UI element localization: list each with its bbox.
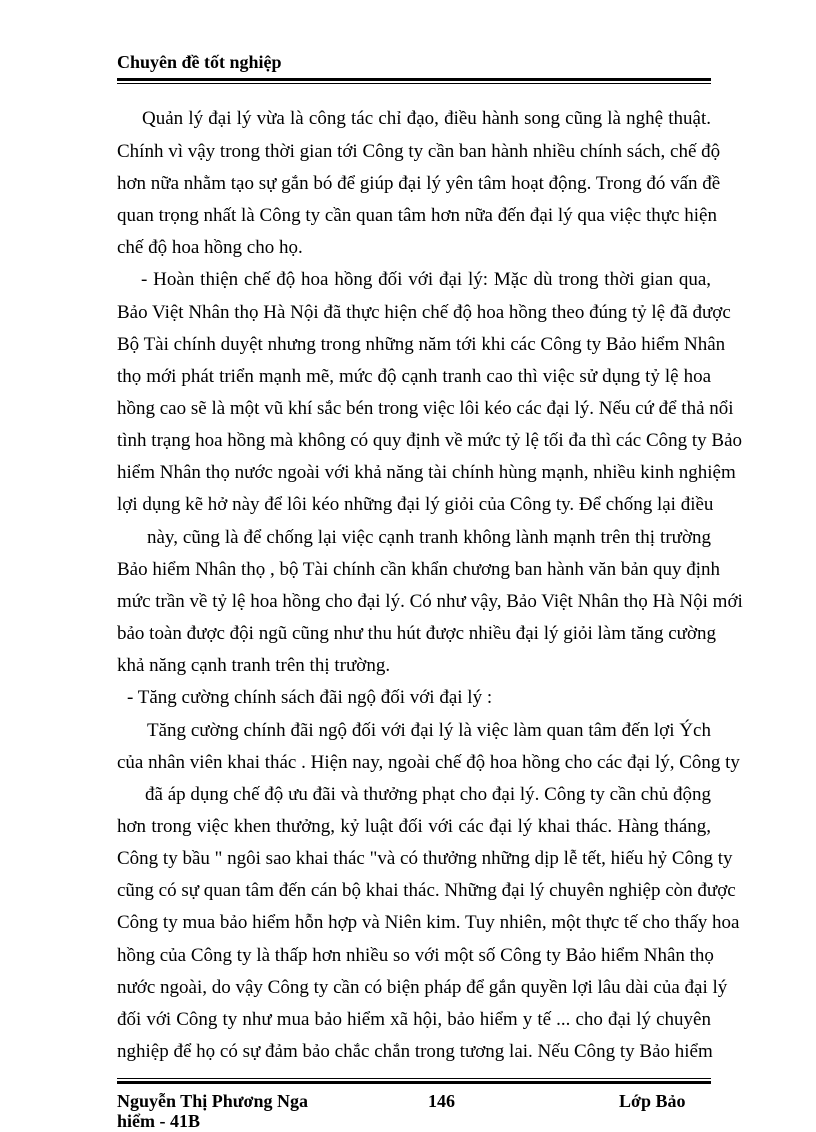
text-line: đối với Công ty như mua bảo hiểm xã hội, bảo hiểm y tế ... cho đại lý chuyên: [117, 1009, 711, 1030]
text-line: hơn nữa nhằm tạo sự gắn bó để giúp đại lý yên tâm hoạt động. Trong đó vấn đề: [117, 173, 721, 194]
text-line: nước ngoài, do vậy Công ty cần có biện pháp để gắn quyền lợi lâu dài của đại lý: [117, 977, 728, 998]
footer-class-label: Lớp Bảo: [619, 1091, 686, 1111]
text-line: hồng của Công ty là thấp hơn nhiều so với một số Công ty Bảo hiểm Nhân thọ: [117, 945, 714, 966]
text-line: Quản lý đại lý vừa là công tác chỉ đạo, điều hành song cũng là nghệ thuật.: [142, 108, 711, 129]
text-line: Bảo Việt Nhân thọ Hà Nội đã thực hiện chế độ hoa hồng theo đúng tỷ lệ đã được: [117, 302, 731, 323]
text-line: Công ty bầu " ngôi sao khai thác "và có thưởng những dịp lễ tết, hiếu hỷ Công ty: [117, 848, 733, 869]
text-line: Bộ Tài chính duyệt nhưng trong những năm tới khi các Công ty Bảo hiểm Nhân: [117, 334, 726, 355]
header-rule-thin: [117, 83, 711, 84]
text-line: của nhân viên khai thác . Hiện nay, ngoài chế độ hoa hồng cho các đại lý, Công ty: [117, 752, 740, 773]
text-line: Công ty mua bảo hiểm hỗn hợp và Niên kim. Tuy nhiên, một thực tế cho thấy hoa: [117, 912, 740, 933]
text-line: lợi dụng kẽ hở này để lôi kéo những đại lý giỏi của Công ty. Để chống lại điều: [117, 494, 714, 515]
text-line: tình trạng hoa hồng mà không có quy định về mức tỷ lệ tối đa thì các Công ty Bảo: [117, 430, 743, 451]
text-line: hơn trong việc khen thưởng, kỷ luật đối với các đại lý khai thác. Hàng tháng,: [117, 816, 711, 837]
text-line: - Hoàn thiện chế độ hoa hồng đối với đại lý: Mặc dù trong thời gian qua,: [141, 269, 711, 290]
text-line: đã áp dụng chế độ ưu đãi và thưởng phạt cho đại lý. Công ty cần chủ động: [145, 784, 711, 805]
text-line: hồng cao sẽ là một vũ khí sắc bén trong việc lôi kéo các đại lý. Nếu cứ để thả nổi: [117, 398, 734, 419]
text-line: mức trần về tỷ lệ hoa hồng cho đại lý. Có như vậy, Bảo Việt Nhân thọ Hà Nội mới: [117, 591, 743, 612]
text-line: này, cũng là để chống lại việc cạnh tranh không lành mạnh trên thị trường: [147, 527, 711, 548]
page-header-title: Chuyên đề tốt nghiệp: [117, 52, 282, 72]
footer-rule-thin: [117, 1078, 711, 1079]
text-line: quan trọng nhất là Công ty cần quan tâm hơn nữa đến đại lý qua việc thực hiện: [117, 205, 717, 226]
footer-page-number: 146: [428, 1091, 455, 1111]
text-line: nghiệp để họ có sự đảm bảo chắc chắn trong tương lai. Nếu Công ty Bảo hiểm: [117, 1041, 713, 1062]
text-line: - Tăng cường chính sách đãi ngộ đối với đại lý :: [127, 687, 493, 708]
text-line: khả năng cạnh tranh trên thị trường.: [117, 655, 391, 676]
text-line: hiểm Nhân thọ nước ngoài với khả năng tài chính hùng mạnh, nhiều kinh nghiệm: [117, 462, 736, 483]
text-line: thọ mới phát triển mạnh mẽ, mức độ cạnh tranh cao thì việc sử dụng tỷ lệ hoa: [117, 366, 711, 387]
text-line: cũng có sự quan tâm đến cán bộ khai thác. Những đại lý chuyên nghiệp còn được: [117, 880, 736, 901]
footer-rule-thick: [117, 1081, 711, 1084]
text-line: Chính vì vậy trong thời gian tới Công ty cần ban hành nhiều chính sách, chế độ: [117, 141, 721, 162]
text-line: bảo toàn được đội ngũ cũng như thu hút được nhiều đại lý giỏi làm tăng cường: [117, 623, 717, 644]
text-line: Tăng cường chính đãi ngộ đối với đại lý là việc làm quan tâm đến lợi Ých: [147, 720, 711, 741]
footer-author: Nguyễn Thị Phương Nga: [117, 1091, 308, 1111]
text-line: chế độ hoa hồng cho họ.: [117, 237, 303, 258]
header-rule-thick: [117, 78, 711, 81]
footer-class-label-cont: hiểm - 41B: [117, 1111, 200, 1131]
text-line: Bảo hiểm Nhân thọ , bộ Tài chính cần khẩn chương ban hành văn bản quy định: [117, 559, 721, 580]
